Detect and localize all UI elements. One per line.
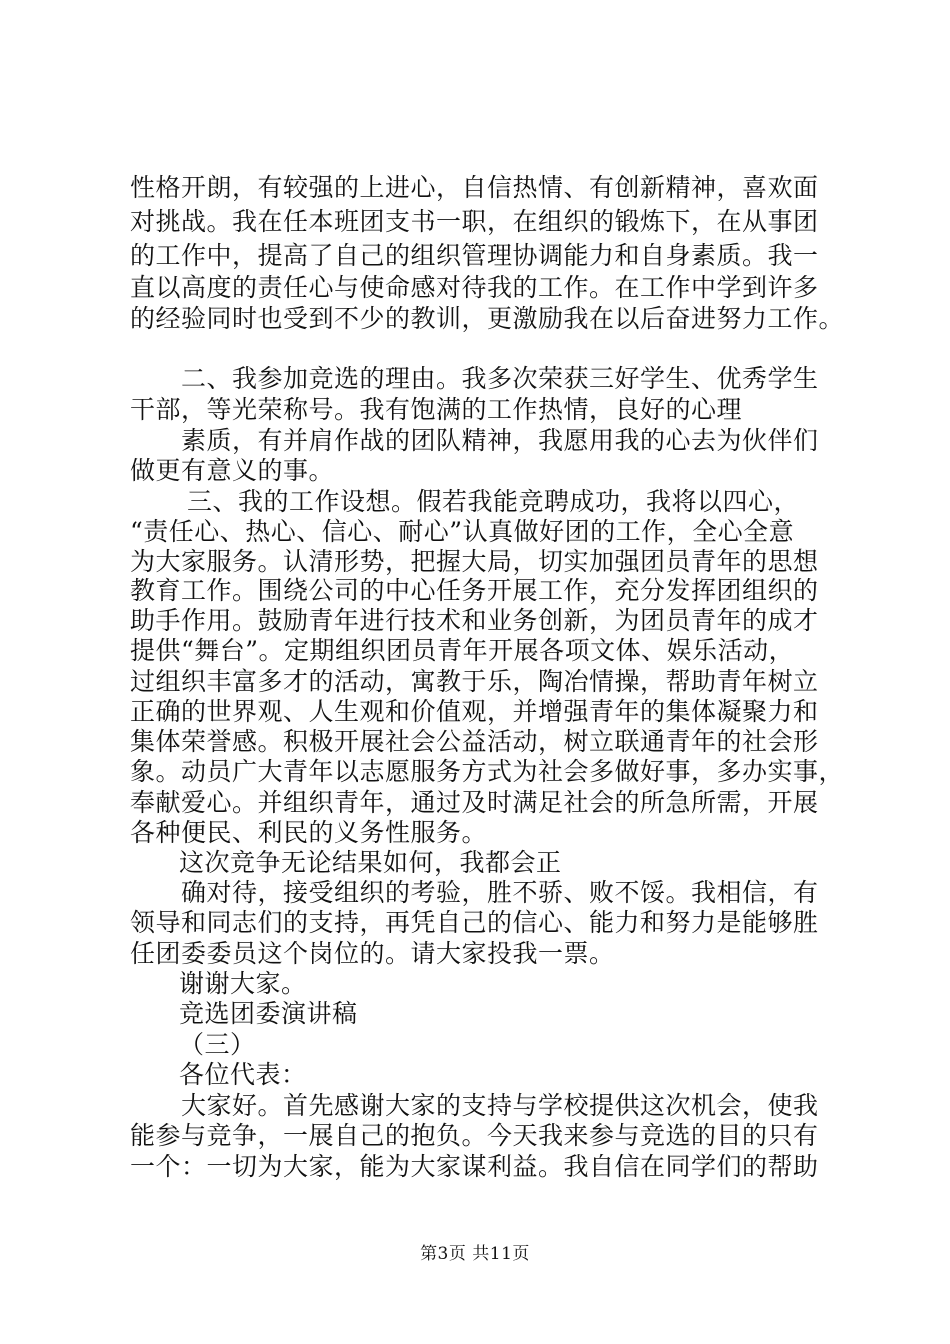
- page-footer: 第3页 共11页: [420, 1244, 530, 1264]
- text-line: “责任心、热心、信心、耐心”认真做好团的工作，全心全意: [130, 517, 795, 546]
- text-line: 教育工作。围绕公司的中心任务开展工作，充分发挥团组织的: [130, 576, 819, 605]
- text-line: 对挑战。我在任本班团支书一职，在组织的锻炼下，在从事团: [130, 207, 819, 236]
- text-line: 正确的世界观、人生观和价值观，并增强青年的集体凝聚力和: [130, 697, 819, 726]
- text-line: 素质，有并肩作战的团队精神，我愿用我的心去为伙伴们: [181, 426, 819, 455]
- text-line: 确对待，接受组织的考验，胜不骄、败不馁。我相信，有: [181, 878, 819, 907]
- text-line: 干部，等光荣称号。我有饱满的工作热情，良好的心理: [130, 395, 743, 424]
- text-line: 各位代表：: [179, 1060, 307, 1089]
- text-line: 做更有意义的事。: [130, 456, 335, 485]
- text-line: 助手作用。鼓励青年进行技术和业务创新，为团员青年的成才: [130, 606, 819, 635]
- text-line: 的经验同时也受到不少的教训，更激励我在以后奋进努力工作。: [130, 304, 845, 333]
- text-line: 为大家服务。认清形势，把握大局，切实加强团员青年的思想: [130, 547, 819, 576]
- text-line: 竞选团委演讲稿: [179, 999, 358, 1028]
- text-line: 集体荣誉感。积极开展社会公益活动，树立联通青年的社会形: [130, 727, 819, 756]
- text-line: 这次竞争无论结果如何，我都会正: [179, 848, 562, 877]
- text-line: 一个：一切为大家，能为大家谋利益。我自信在同学们的帮助: [130, 1152, 819, 1181]
- text-line: 直以高度的责任心与使命感对待我的工作。在工作中学到许多: [130, 273, 819, 302]
- text-line: 过组织丰富多才的活动，寓教于乐，陶冶情操，帮助青年树立: [130, 667, 819, 696]
- text-line: 提供“舞台”。定期组织团员青年开展各项文体、娱乐活动，: [130, 636, 795, 665]
- text-line: 奉献爱心。并组织青年，通过及时满足社会的所急所需，开展: [130, 788, 819, 817]
- text-line: 领导和同志们的支持，再凭自己的信心、能力和努力是能够胜: [130, 908, 819, 937]
- text-line: 象。动员广大青年以志愿服务方式为社会多做好事，多办实事，: [130, 757, 845, 786]
- text-line: 二、我参加竞选的理由。我多次荣获三好学生、优秀学生: [181, 364, 819, 393]
- text-line: 大家好。首先感谢大家的支持与学校提供这次机会，使我: [181, 1091, 819, 1120]
- text-line: 三、我的工作设想。假若我能竞聘成功，我将以四心，: [187, 487, 800, 516]
- text-line: 各种便民、利民的义务性服务。: [130, 818, 488, 847]
- text-line: 能参与竞争，一展自己的抱负。今天我来参与竞选的目的只有: [130, 1121, 819, 1150]
- text-line: 性格开朗，有较强的上进心，自信热情、有创新精神，喜欢面: [130, 173, 819, 202]
- text-line: 谢谢大家。: [179, 969, 307, 998]
- text-line: （三）: [179, 1030, 256, 1059]
- text-line: 任团委委员这个岗位的。请大家投我一票。: [130, 939, 615, 968]
- text-line: 的工作中，提高了自己的组织管理协调能力和自身素质。我一: [130, 241, 819, 270]
